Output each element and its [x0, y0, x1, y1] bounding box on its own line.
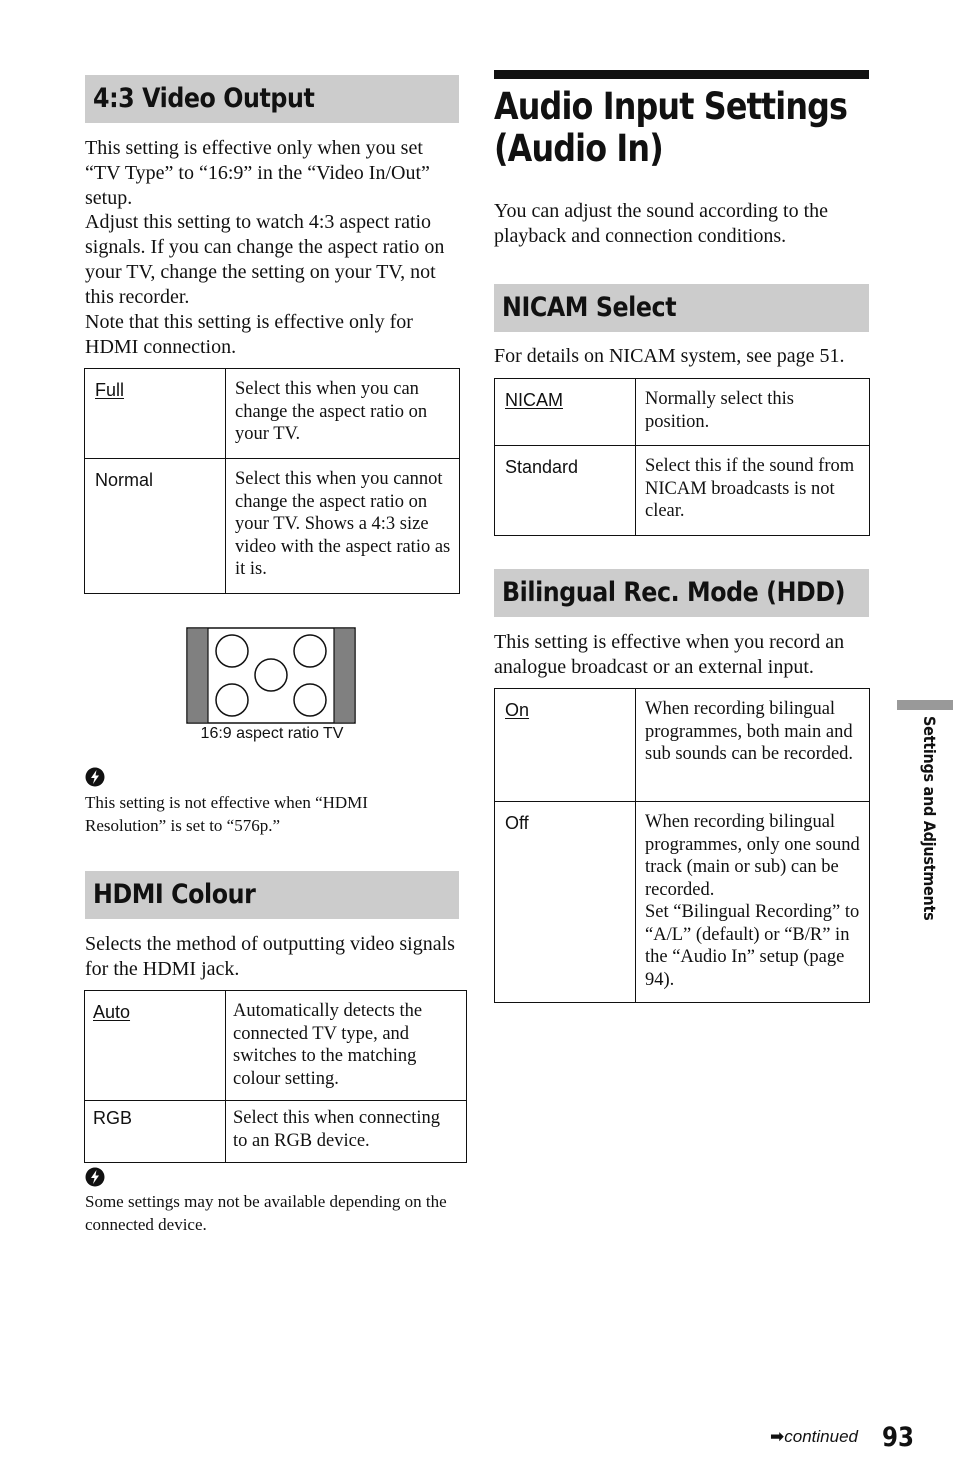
left-pillarbox [188, 629, 208, 722]
option-key [85, 369, 226, 459]
section-heading-hdmi-colour [85, 871, 459, 919]
table-row [495, 802, 870, 1003]
page-title [494, 86, 874, 170]
option-key-text: Full [95, 380, 125, 400]
option-key: Normal [85, 459, 226, 594]
table-row [85, 369, 460, 459]
option-key [495, 379, 636, 446]
side-tab-marker [897, 700, 953, 710]
heading-text: HDMI Colour [93, 879, 256, 910]
option-key-text: Auto [93, 1002, 131, 1022]
page-title-line-2: (Audio In) [494, 127, 663, 170]
option-key: Standard [495, 446, 636, 536]
option-value: Select this if the sound from NICAM broadcasts is not clear. [636, 446, 870, 536]
option-value-text: When recording bilingual programmes, only one sound track (main or sub) can be recorded. [645, 812, 860, 900]
video-output-para-3: Note that this setting is effective only for HDMI connection. [85, 311, 413, 358]
table-row [85, 459, 460, 594]
table-row [85, 1101, 467, 1163]
tv-frame [187, 628, 355, 723]
option-key [85, 991, 226, 1101]
bilingual-para: This setting is effective when you record an analogue broadcast or an external input. [494, 631, 845, 678]
bilingual-options-table [494, 688, 870, 1003]
option-value: Select this when you can change the aspect ratio on your TV. [226, 369, 460, 459]
option-value [636, 802, 870, 1003]
page-number: 93 [882, 1422, 914, 1453]
heading-text: NICAM Select [502, 292, 677, 323]
option-key: RGB [85, 1101, 226, 1163]
option-value: Select this when you cannot change the aspect ratio on your TV. Shows a 4:3 size video with the aspect ratio as it is. [226, 459, 460, 594]
heading-text: 4:3 Video Output [93, 83, 315, 114]
arrow-right-icon: ➡ [770, 1427, 785, 1446]
table-row [85, 991, 467, 1101]
nicam-para: For details on NICAM system, see page 51. [494, 345, 845, 367]
table-row [495, 379, 870, 446]
section-heading-video-output [85, 75, 459, 123]
audio-in-intro: You can adjust the sound according to the playback and connection conditions. [494, 200, 829, 247]
option-value-text: Set “Bilingual Recording” to “A/L” (default) or “B/R” in the “Audio In” setup (page 94). [645, 902, 860, 990]
option-value: Automatically detects the connected TV type, and switches to the matching colour setting. [226, 991, 467, 1101]
option-key [495, 689, 636, 802]
section-heading-bilingual [494, 569, 869, 617]
right-pillarbox [334, 629, 354, 722]
option-value: When recording bilingual programmes, both main and sub sounds can be recorded. [636, 689, 870, 802]
heading-text: Bilingual Rec. Mode (HDD) [502, 577, 846, 608]
continued-text: continued [784, 1427, 858, 1446]
video-output-para-2: Adjust this setting to watch 4:3 aspect ratio signals. If you can change the aspect ratio on your TV, change the setting on your TV, not this recorder. [85, 211, 445, 308]
video-output-note: This setting is not effective when “HDMI Resolution” is set to “576p.” [85, 793, 368, 835]
tip-bolt-icon [85, 767, 105, 787]
option-value: Select this when connecting to an RGB device. [226, 1101, 467, 1163]
option-value: Normally select this position. [636, 379, 870, 446]
section-heading-nicam [494, 284, 869, 332]
table-row [495, 689, 870, 802]
table-row [495, 446, 870, 536]
video-output-options-table [84, 368, 460, 594]
hdmi-colour-options-table [84, 990, 467, 1163]
nicam-options-table [494, 378, 870, 536]
tv-aspect-figure [186, 627, 358, 725]
hdmi-colour-note: Some settings may not be available depending on the connected device. [85, 1192, 447, 1234]
figure-caption: 16:9 aspect ratio TV [200, 725, 344, 742]
continued-label [770, 1427, 858, 1447]
option-key: Off [495, 802, 636, 1003]
video-output-para-1: This setting is effective only when you set “TV Type” to “16:9” in the “Video In/Out” setup. [85, 137, 430, 209]
title-rule [494, 70, 869, 79]
side-tab-label: Settings and Adjustments [920, 716, 939, 921]
page-title-line-1: Audio Input Settings [494, 85, 848, 128]
option-key-text: NICAM [505, 390, 563, 410]
option-key-text: On [505, 700, 530, 720]
hdmi-colour-para: Selects the method of outputting video signals for the HDMI jack. [85, 933, 455, 980]
tip-bolt-icon [85, 1167, 105, 1187]
